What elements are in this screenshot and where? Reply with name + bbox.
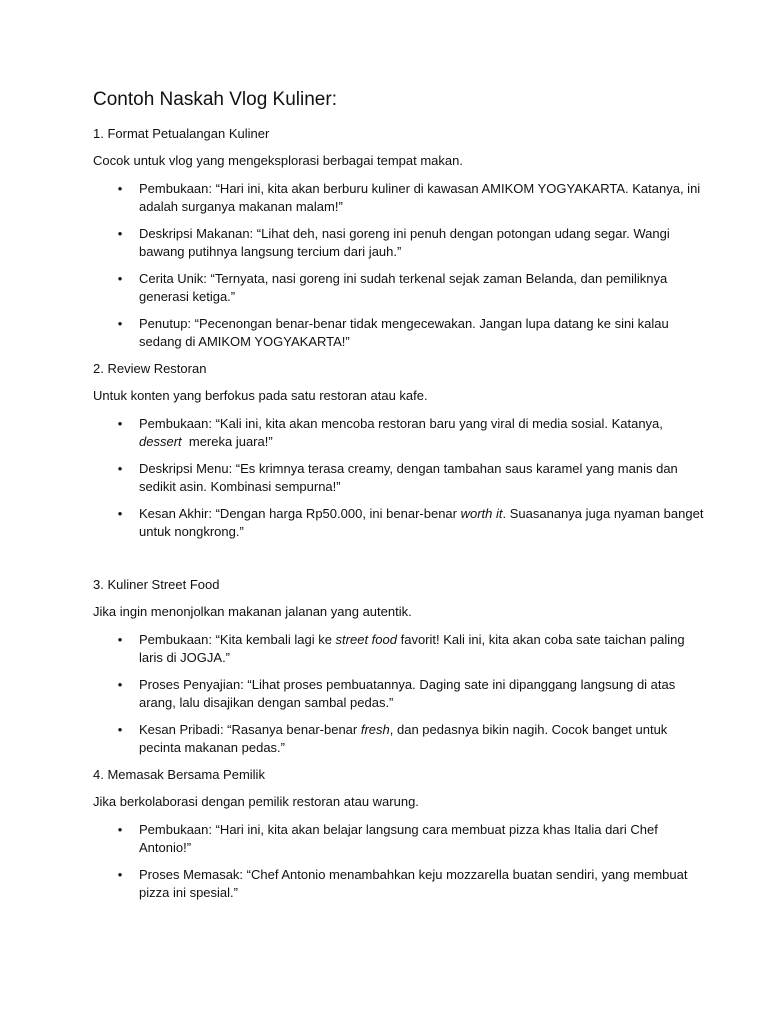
document-title: Contoh Naskah Vlog Kuliner:: [93, 89, 337, 110]
bullet-icon: •: [117, 461, 123, 476]
item-text: Deskripsi Menu: “Es krimnya terasa creamy, dengan tambahan saus karamel yang manis dan sedikit asin. Kombinasi sempurna!”: [139, 461, 678, 494]
section-heading: 1. Format Petualangan Kuliner: [93, 126, 270, 141]
list-item: [93, 415, 708, 450]
section-street-food: [93, 576, 708, 756]
item-emphasis: dessert: [139, 433, 182, 449]
section-heading: 4. Memasak Bersama Pemilik: [93, 767, 265, 782]
paragraph-spacer: [93, 550, 708, 576]
list-item: [93, 505, 708, 540]
bullet-icon: •: [117, 316, 123, 331]
section-memasak-bersama: [93, 766, 708, 901]
list-item: [93, 721, 708, 756]
bullet-icon: •: [117, 226, 123, 241]
item-text-tail: . Suasananya juga nyaman banget untuk nongkrong.”: [139, 506, 704, 539]
section-heading: 2. Review Restoran: [93, 361, 207, 376]
list-item: [93, 631, 708, 666]
section-description: Untuk konten yang berfokus pada satu restoran atau kafe.: [93, 388, 428, 403]
section-description: Jika ingin menonjolkan makanan jalanan yang autentik.: [93, 604, 412, 619]
bullet-list: [93, 415, 708, 540]
section-petualangan-kuliner: [93, 125, 708, 350]
list-item: [93, 180, 708, 215]
item-text: Cerita Unik: “Ternyata, nasi goreng ini sudah terkenal sejak zaman Belanda, dan pemiliknya generasi ketiga.”: [139, 271, 668, 304]
list-item: [93, 315, 708, 350]
bullet-icon: •: [117, 271, 123, 286]
bullet-icon: •: [117, 416, 123, 431]
list-item: [93, 460, 708, 495]
item-text-tail: , dan pedasnya bikin nagih. Cocok banget untuk pecinta makanan pedas.”: [139, 722, 668, 755]
item-text: Kesan Pribadi: “Rasanya benar-benar: [139, 722, 361, 737]
bullet-icon: •: [117, 506, 123, 521]
item-emphasis: street food: [335, 632, 397, 647]
item-text-tail: mereka juara!”: [181, 433, 273, 449]
item-text: Pembukaan: “Kali ini, kita akan mencoba restoran baru yang viral di media sosial. Katanya,: [139, 416, 663, 431]
section-description: Jika berkolaborasi dengan pemilik restoran atau warung.: [93, 794, 419, 809]
item-text: Kesan Akhir: “Dengan harga Rp50.000, ini benar-benar: [139, 506, 461, 521]
bullet-icon: •: [117, 632, 123, 647]
bullet-icon: •: [117, 867, 123, 882]
item-emphasis: worth it: [460, 506, 503, 521]
item-text-tail: favorit! Kali ini, kita akan coba sate taichan paling laris di JOGJA.”: [139, 632, 685, 665]
list-item: [93, 270, 708, 305]
bullet-list: [93, 180, 708, 350]
section-description: Cocok untuk vlog yang mengeksplorasi berbagai tempat makan.: [93, 153, 463, 168]
item-text: Proses Memasak: “Chef Antonio menambahkan keju mozzarella buatan sendiri, yang membuat pizza ini spesial.”: [139, 867, 688, 900]
list-item: [93, 225, 708, 260]
bullet-icon: •: [117, 181, 123, 196]
bullet-icon: •: [117, 722, 123, 737]
section-heading: 3. Kuliner Street Food: [93, 577, 220, 592]
item-text: Deskripsi Makanan: “Lihat deh, nasi goreng ini penuh dengan potongan udang segar. Wangi bawang putihnya langsung tercium dari jauh.”: [139, 226, 670, 259]
section-review-restoran: [93, 360, 708, 540]
list-item: [93, 821, 708, 856]
item-text: Proses Penyajian: “Lihat proses pembuatannya. Daging sate ini dipanggang langsung di atas arang, lalu disajikan dengan sambal pedas.”: [139, 677, 676, 710]
item-text: Penutup: “Pecenongan benar-benar tidak mengecewakan. Jangan lupa datang ke sini kalau sedang di AMIKOM YOGYAKARTA!”: [139, 316, 669, 349]
list-item: [93, 676, 708, 711]
list-item: [93, 866, 708, 901]
bullet-icon: •: [117, 822, 123, 837]
bullet-list: [93, 821, 708, 901]
item-text: Pembukaan: “Kita kembali lagi ke: [139, 632, 336, 647]
item-emphasis: fresh: [360, 722, 390, 737]
bullet-icon: •: [117, 677, 123, 692]
bullet-list: [93, 631, 708, 756]
item-text: Pembukaan: “Hari ini, kita akan berburu kuliner di kawasan AMIKOM YOGYAKARTA. Katanya, ini adalah surganya makanan malam!”: [139, 181, 701, 214]
item-text: Pembukaan: “Hari ini, kita akan belajar langsung cara membuat pizza khas Italia dari Chef Antonio!”: [139, 822, 658, 855]
